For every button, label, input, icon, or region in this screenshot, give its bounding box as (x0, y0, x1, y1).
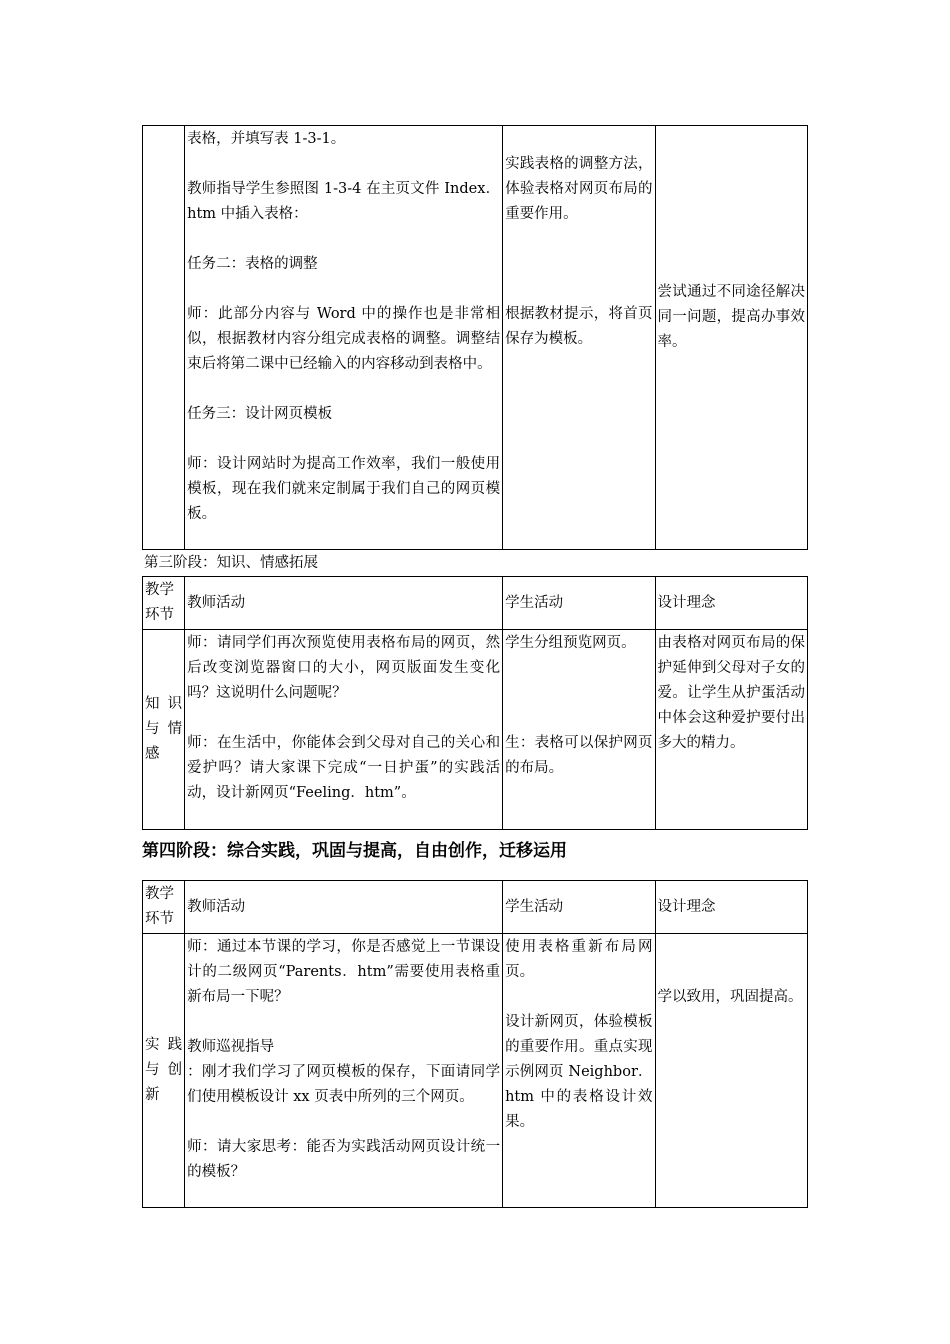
task-heading: 任务三：设计网页模板 (187, 406, 333, 422)
task-heading: 任务二：表格的调整 (187, 256, 318, 272)
stage3-table (142, 576, 808, 830)
teacher-activity-cell (185, 126, 503, 550)
teacher-text: 师：设计网站时为提高工作效率，我们一般使用模板，现在我们就来定制属于我们自己的网页模板。 (187, 456, 501, 522)
student-text: 使用表格重新布局网页。 (505, 939, 653, 980)
teacher-activity-cell (185, 934, 503, 1208)
header-cell: 设计理念 (655, 881, 807, 934)
student-text: 学生分组预览网页。 (505, 635, 636, 651)
student-text: 设计新网页，体验模板的重要作用。重点实现示例网页 Neighbor．htm 中的表格设计效果。 (505, 1014, 653, 1130)
concept-text: 由表格对网页布局的保护延伸到父母对子女的爱。让学生从护蛋活动中体会这种爱护要付出多大的精力。 (657, 635, 805, 751)
teacher-text: 教师巡视指导 (187, 1039, 275, 1055)
header-cell: 教学环节 (143, 881, 185, 934)
header-cell: 教师活动 (185, 577, 503, 630)
design-concept-cell (655, 126, 807, 550)
student-text: 实践表格的调整方法，体验表格对网页布局的重要作用。 (505, 156, 653, 222)
teacher-text: 师：通过本节课的学习，你是否感觉上一节课设计的二级网页“Parents．htm”需要使用表格重新布局一下呢？ (187, 939, 501, 1005)
concept-text: 学以致用，巩固提高。 (657, 989, 803, 1005)
teacher-text: ：刚才我们学习了网页模板的保存，下面请同学们使用模板设计 xx 页表中所列的三个网页。 (187, 1064, 501, 1105)
header-cell: 学生活动 (503, 577, 655, 630)
stage3-heading: 第三阶段：知识、情感拓展 (144, 555, 318, 571)
student-text: 生：表格可以保护网页的布局。 (505, 735, 653, 776)
header-cell: 设计理念 (655, 577, 807, 630)
teacher-activity-cell (185, 630, 503, 830)
header-cell: 教学环节 (143, 577, 185, 630)
stage4-table (142, 880, 808, 1208)
design-concept-cell (655, 934, 807, 1208)
section-cell: 知识与情感 (143, 630, 185, 830)
section-cell-empty (143, 126, 185, 550)
teacher-text: 表格，并填写表 1-3-1。 (187, 131, 346, 147)
teacher-text: 师：此部分内容与 Word 中的操作也是非常相似，根据教材内容分组完成表格的调整。调整结束后将第二课中已经输入的内容移动到表格中。 (187, 306, 501, 372)
teacher-text: 师：在生活中，你能体会到父母对自己的关心和爱护吗？请大家课下完成“一日护蛋”的实践活动，设计新网页“Feeling．htm”。 (187, 735, 501, 801)
teacher-text: 师：请大家思考：能否为实践活动网页设计统一的模板？ (187, 1139, 501, 1180)
student-activity-cell (503, 126, 655, 550)
design-concept-cell (655, 630, 807, 830)
stage4-heading: 第四阶段：综合实践，巩固与提高，自由创作，迁移运用 (142, 841, 567, 861)
teacher-text: 教师指导学生参照图 1-3-4 在主页文件 Index．htm 中插入表格： (187, 181, 501, 222)
student-activity-cell (503, 630, 655, 830)
header-cell: 学生活动 (503, 881, 655, 934)
section-cell: 实践与创新 (143, 934, 185, 1208)
activity-table-continued (142, 125, 808, 550)
teacher-text: 师：请同学们再次预览使用表格布局的网页，然后改变浏览器窗口的大小，网页版面发生变化吗？这说明什么问题呢？ (187, 635, 501, 701)
student-activity-cell (503, 934, 655, 1208)
concept-text: 尝试通过不同途径解决同一问题，提高办事效率。 (657, 284, 805, 350)
header-cell: 教师活动 (185, 881, 503, 934)
student-text: 根据教材提示，将首页保存为模板。 (505, 306, 653, 347)
